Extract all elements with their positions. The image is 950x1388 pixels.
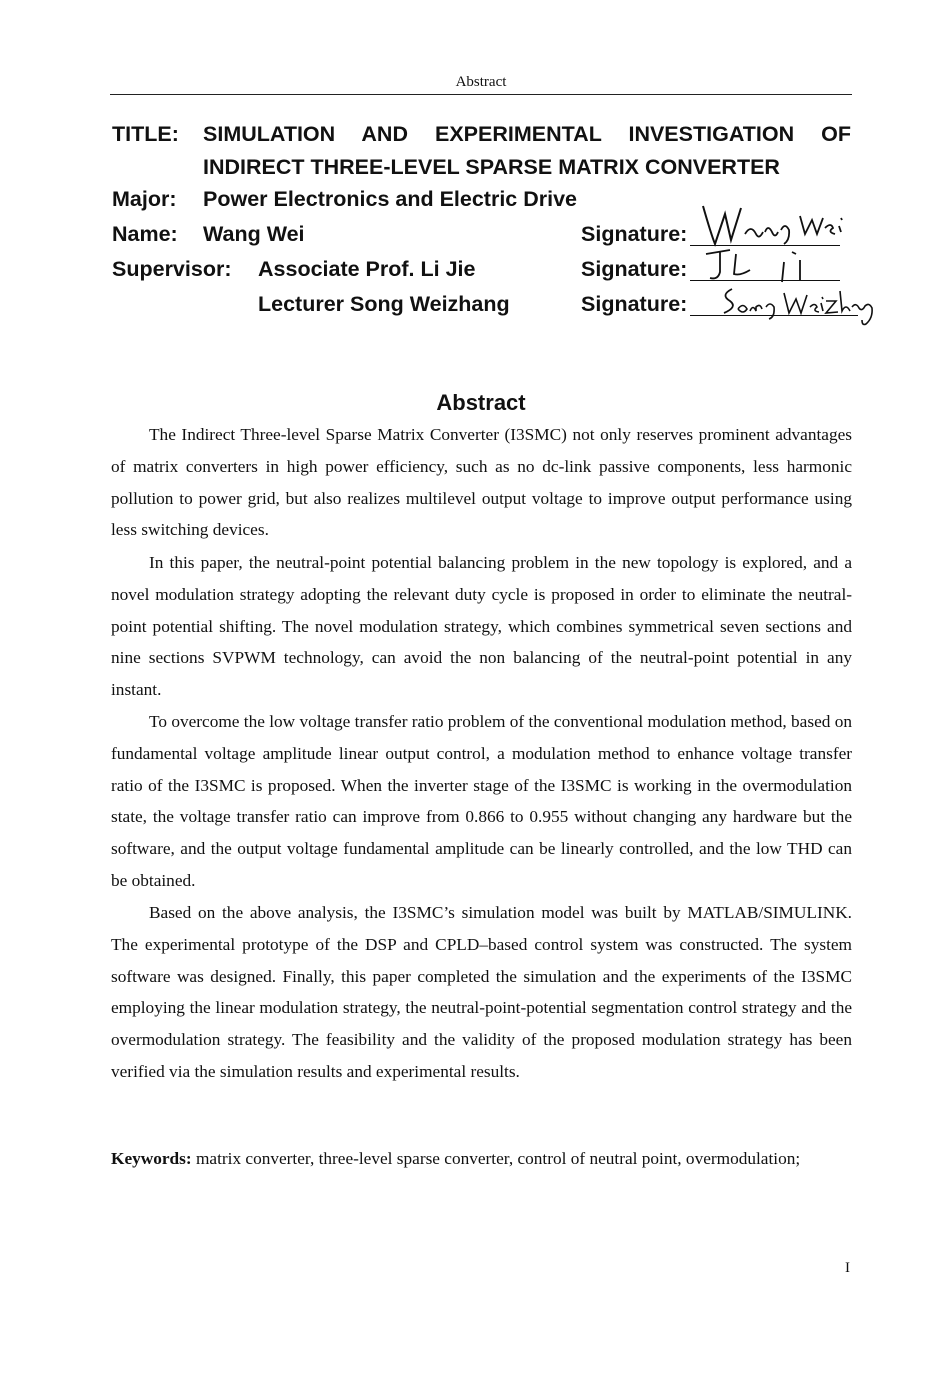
title-line-1: SIMULATION AND EXPERIMENTAL INVESTIGATION OF <box>203 122 851 146</box>
name-value: Wang Wei <box>203 222 305 246</box>
header-rule <box>110 94 852 95</box>
supervisor-2: Lecturer Song Weizhang <box>258 292 510 316</box>
page-number: I <box>845 1260 850 1276</box>
abstract-paragraph-4: Based on the above analysis, the I3SMC’s simulation model was built by MATLAB/SIMULINK. The experimental prototype of the DSP and CPLD–based control system was constructed. The system software was designed. Finally, this paper completed the simulation and the experiments of the I3SMC employing the linear modulation strategy, the neutral-point-potential segmentation control strategy and the overmodulation strategy. The feasibility and the validity of the proposed modulation strategy has been verified via the simulation results and experimental results. <box>111 903 852 1081</box>
signature-wang-wei <box>695 200 865 250</box>
title-row <box>0 120 950 148</box>
signature-li-jie <box>700 244 840 288</box>
signature-song-weizhang <box>718 283 888 331</box>
keywords-text: matrix converter, three-level sparse converter, control of neutral point, overmodulation; <box>195 1149 801 1168</box>
signature-label-1: Signature: <box>581 222 688 246</box>
running-header: Abstract <box>455 74 507 90</box>
keywords <box>111 1148 852 1169</box>
abstract-paragraph-2: In this paper, the neutral-point potential balancing problem in the new topology is explored, and a novel modulation strategy adopting the relevant duty cycle is proposed in order to eliminate the neutral-point potential shifting. The novel modulation strategy, which combines symmetrical seven sections and nine sections SVPWM technology, can avoid the non balancing of the neutral-point potential in any instant. <box>111 553 852 700</box>
abstract-paragraph-1: The Indirect Three-level Sparse Matrix Converter (I3SMC) not only reserves prominent advantages of matrix converters in high power efficiency, such as no dc-link passive components, less harmonic pollution to power grid, but also realizes multilevel output voltage to improve output performance using less switching devices. <box>111 425 852 540</box>
major-label: Major: <box>112 187 177 211</box>
supervisor-label: Supervisor: <box>112 257 232 281</box>
keywords-label: Keywords: <box>111 1149 192 1168</box>
title-label: TITLE: <box>112 122 179 146</box>
abstract-paragraph-3: To overcome the low voltage transfer ratio problem of the conventional modulation method, based on fundamental voltage amplitude linear output control, a modulation method to enhance voltage transfer ratio of the I3SMC is proposed. When the inverter stage of the I3SMC is working in the overmodulation state, the voltage transfer ratio can improve from 0.866 to 0.955 without changing any hardware but the software, and the output voltage fundamental amplitude can be linearly controlled, and the low THD can be obtained. <box>111 712 852 890</box>
name-label: Name: <box>112 222 178 246</box>
abstract-heading: Abstract <box>436 390 526 415</box>
signature-label-2: Signature: <box>581 257 688 281</box>
supervisor-1: Associate Prof. Li Jie <box>258 257 476 281</box>
title-line-2: INDIRECT THREE-LEVEL SPARSE MATRIX CONVERTER <box>203 155 780 179</box>
major-value: Power Electronics and Electric Drive <box>203 187 578 211</box>
signature-label-3: Signature: <box>581 292 688 316</box>
